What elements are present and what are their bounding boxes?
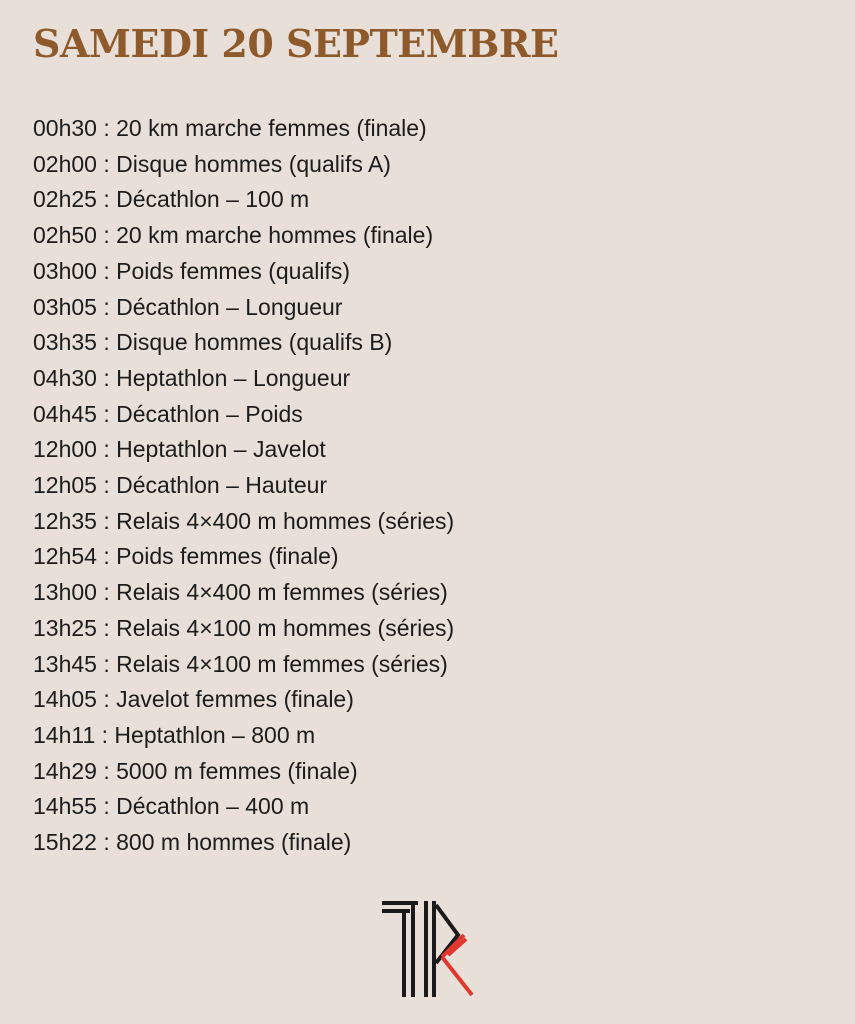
schedule-item: 02h50 : 20 km marche hommes (finale) — [33, 222, 434, 249]
schedule-item: 12h00 : Heptathlon – Javelot — [33, 436, 326, 463]
schedule-item: 13h25 : Relais 4×100 m hommes (séries) — [33, 614, 455, 641]
tk-logo-icon — [380, 899, 474, 999]
schedule-item: 03h00 : Poids femmes (qualifs) — [33, 257, 351, 284]
schedule-item: 13h00 : Relais 4×400 m femmes (séries) — [33, 579, 448, 606]
page-title: SAMEDI 20 SEPTEMBRE — [33, 21, 559, 66]
schedule-item: 12h54 : Poids femmes (finale) — [33, 543, 339, 570]
schedule-item: 02h00 : Disque hommes (qualifs A) — [33, 150, 391, 177]
schedule-item: 14h29 : 5000 m femmes (finale) — [33, 757, 358, 784]
schedule-item: 02h25 : Décathlon – 100 m — [33, 186, 310, 213]
schedule-item: 13h45 : Relais 4×100 m femmes (séries) — [33, 650, 448, 677]
schedule-item: 12h35 : Relais 4×400 m hommes (séries) — [33, 507, 455, 534]
schedule-item: 12h05 : Décathlon – Hauteur — [33, 472, 328, 499]
schedule-item: 04h30 : Heptathlon – Longueur — [33, 364, 351, 391]
schedule-item: 03h05 : Décathlon – Longueur — [33, 293, 343, 320]
schedule-list — [33, 111, 454, 861]
schedule-item: 14h05 : Javelot femmes (finale) — [33, 686, 354, 713]
schedule-item: 03h35 : Disque hommes (qualifs B) — [33, 329, 393, 356]
schedule-item: 15h22 : 800 m hommes (finale) — [33, 829, 352, 856]
schedule-item: 14h11 : Heptathlon – 800 m — [33, 721, 316, 748]
schedule-item: 14h55 : Décathlon – 400 m — [33, 793, 310, 820]
schedule-item: 00h30 : 20 km marche femmes (finale) — [33, 115, 427, 141]
schedule-item: 04h45 : Décathlon – Poids — [33, 400, 303, 427]
